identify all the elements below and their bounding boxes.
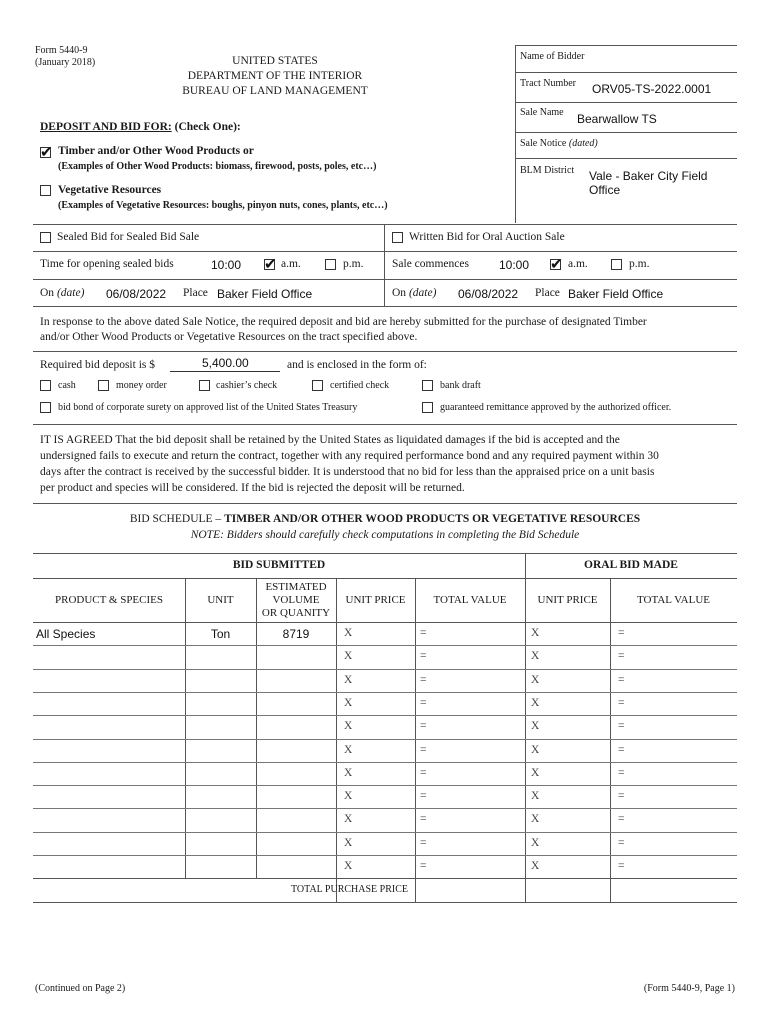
timber-label: Timber and/or Other Wood Products or bbox=[58, 145, 254, 157]
written-bid-label: Written Bid for Oral Auction Sale bbox=[409, 231, 565, 243]
timber-checkbox[interactable] bbox=[40, 147, 51, 158]
right-date-value[interactable]: 06/08/2022 bbox=[458, 287, 519, 301]
cell-volume[interactable]: 8719 bbox=[282, 627, 310, 641]
cell-total-eq: = bbox=[420, 790, 427, 803]
statement-line-1: In response to the above dated Sale Notice, the required deposit and bid are hereby submitted for the purchase of designated Timber bbox=[40, 316, 647, 328]
required-deposit-value[interactable]: 5,400.00 bbox=[202, 356, 249, 370]
cell-total-eq: = bbox=[420, 696, 427, 709]
col-unit: UNIT bbox=[207, 594, 234, 606]
footer-page: (Form 5440-9, Page 1) bbox=[643, 983, 735, 994]
cell-unit-price-x: X bbox=[344, 743, 353, 756]
cell-unit-price-x: X bbox=[344, 696, 353, 709]
left-pm-checkbox[interactable] bbox=[325, 259, 336, 270]
cell-unit-price-x: X bbox=[344, 766, 353, 779]
cell-total-eq: = bbox=[420, 813, 427, 826]
cash-checkbox[interactable] bbox=[40, 380, 51, 391]
left-am-label: a.m. bbox=[281, 258, 301, 270]
cashiers-check-label: cashier’s check bbox=[216, 380, 278, 391]
cell-total-eq: = bbox=[420, 673, 427, 686]
cell-oral-total-eq: = bbox=[618, 627, 625, 639]
cell-oral-unit-price-x: X bbox=[531, 673, 540, 686]
bid-submitted-header: BID SUBMITTED bbox=[232, 559, 326, 571]
sale-commences-value[interactable]: 10:00 bbox=[499, 258, 530, 272]
cell-oral-total-eq: = bbox=[618, 790, 625, 803]
cell-oral-unit-price-x: X bbox=[531, 860, 540, 872]
col-oral-unit-price: UNIT PRICE bbox=[537, 594, 598, 606]
cell-product[interactable]: All Species bbox=[36, 627, 96, 641]
right-am-label: a.m. bbox=[568, 258, 588, 270]
cell-oral-total-eq: = bbox=[618, 813, 625, 826]
required-deposit-label: Required bid deposit is $ bbox=[40, 359, 155, 371]
money-order-label: money order bbox=[116, 380, 167, 391]
guaranteed-remittance-label: guaranteed remittance approved by the authorized officer. bbox=[440, 402, 672, 413]
right-pm-checkbox[interactable] bbox=[611, 259, 622, 270]
left-place-label: Place bbox=[183, 287, 208, 299]
cashiers-check-checkbox[interactable] bbox=[199, 380, 210, 391]
bank-draft-checkbox[interactable] bbox=[422, 380, 433, 391]
col-product-species: PRODUCT & SPECIES bbox=[55, 594, 163, 606]
cell-oral-total-eq: = bbox=[618, 650, 625, 663]
cell-oral-total-eq: = bbox=[618, 696, 625, 709]
cell-unit-price-x: X bbox=[344, 650, 353, 663]
timber-examples: (Examples of Other Wood Products: biomass, firewood, posts, poles, etc…) bbox=[58, 161, 377, 172]
left-place-value[interactable]: Baker Field Office bbox=[217, 287, 313, 301]
cell-total-eq: = bbox=[420, 743, 427, 756]
agency-line-3: BUREAU OF LAND MANAGEMENT bbox=[182, 85, 368, 97]
agency-line-1: UNITED STATES bbox=[232, 55, 318, 67]
cell-total-eq: = bbox=[420, 860, 427, 872]
left-on-date-label: On (date) bbox=[40, 287, 85, 299]
schedule-title: BID SCHEDULE – TIMBER AND/OR OTHER WOOD PRODUCTS OR VEGETATIVE RESOURCES bbox=[129, 513, 641, 525]
enclosed-label: and is enclosed in the form of: bbox=[287, 359, 427, 371]
cell-unit-price-x: X bbox=[344, 860, 353, 872]
agreement-line-2: undersigned fails to execute and return the contract, together with any required performance bond and any required payment within 30 bbox=[40, 450, 659, 462]
cell-total-eq: = bbox=[420, 650, 427, 663]
sealed-bid-label: Sealed Bid for Sealed Bid Sale bbox=[57, 231, 200, 243]
agreement-line-1: IT IS AGREED That the bid deposit shall be retained by the United States as liquidated damages if the bid is accepted and the bbox=[40, 434, 620, 446]
cell-unit-price-x: X bbox=[344, 813, 353, 826]
right-am-checkbox[interactable] bbox=[550, 259, 561, 270]
vegetative-examples: (Examples of Vegetative Resources: boughs, pinyon nuts, cones, plants, etc…) bbox=[58, 200, 388, 211]
guaranteed-remittance-checkbox[interactable] bbox=[422, 402, 433, 413]
written-bid-checkbox[interactable] bbox=[392, 232, 403, 243]
cell-unit-price-x: X bbox=[344, 627, 353, 639]
sale-name-value[interactable]: Bearwallow TS bbox=[577, 112, 657, 126]
time-opening-label: Time for opening sealed bids bbox=[40, 258, 174, 270]
col-estimated-volume: ESTIMATED VOLUME OR QUANITY bbox=[261, 581, 331, 619]
cell-unit-price-x: X bbox=[344, 720, 353, 733]
name-of-bidder-label: Name of Bidder bbox=[520, 51, 585, 62]
agency-line-2: DEPARTMENT OF THE INTERIOR bbox=[187, 70, 363, 82]
cell-oral-unit-price-x: X bbox=[531, 627, 540, 639]
form-number: Form 5440-9 bbox=[35, 45, 88, 56]
tract-number-label: Tract Number bbox=[520, 78, 577, 89]
statement-line-2: and/or Other Wood Products or Vegetative Resources on the tract specified above. bbox=[40, 331, 418, 343]
sealed-bid-checkbox[interactable] bbox=[40, 232, 51, 243]
right-on-date-label: On (date) bbox=[392, 287, 437, 299]
cell-oral-total-eq: = bbox=[618, 673, 625, 686]
right-place-label: Place bbox=[535, 287, 560, 299]
cell-oral-unit-price-x: X bbox=[531, 813, 540, 826]
time-opening-value[interactable]: 10:00 bbox=[211, 258, 242, 272]
cell-total-eq: = bbox=[420, 766, 427, 779]
cell-oral-total-eq: = bbox=[618, 720, 625, 733]
oral-bid-made-header: ORAL BID MADE bbox=[584, 559, 678, 571]
cell-oral-unit-price-x: X bbox=[531, 696, 540, 709]
cell-oral-unit-price-x: X bbox=[531, 766, 540, 779]
cell-oral-unit-price-x: X bbox=[531, 743, 540, 756]
col-unit-price: UNIT PRICE bbox=[345, 594, 406, 606]
cell-oral-total-eq: = bbox=[618, 766, 625, 779]
certified-check-checkbox[interactable] bbox=[312, 380, 323, 391]
cell-total-eq: = bbox=[420, 627, 427, 639]
right-pm-label: p.m. bbox=[629, 258, 650, 270]
agreement-line-4: per product and species will be considered. If the bid is rejected the deposit will be returned. bbox=[40, 482, 465, 494]
agreement-line-3: days after the contract is received by the successful bidder. It is understood that no bid for less than the appraised price on a unit basis bbox=[40, 466, 655, 478]
sale-commences-label: Sale commences bbox=[392, 258, 469, 270]
cell-oral-total-eq: = bbox=[618, 836, 625, 849]
cell-oral-unit-price-x: X bbox=[531, 720, 540, 733]
footer-continued: (Continued on Page 2) bbox=[35, 983, 126, 994]
bid-bond-checkbox[interactable] bbox=[40, 402, 51, 413]
cell-unit-price-x: X bbox=[344, 836, 353, 849]
money-order-checkbox[interactable] bbox=[98, 380, 109, 391]
cell-oral-total-eq: = bbox=[618, 860, 625, 872]
col-total-value: TOTAL VALUE bbox=[433, 594, 507, 606]
blm-district-label: BLM District bbox=[520, 165, 575, 176]
cash-label: cash bbox=[58, 380, 76, 391]
cell-oral-unit-price-x: X bbox=[531, 790, 540, 803]
cell-unit-price-x: X bbox=[344, 790, 353, 803]
left-am-checkbox[interactable] bbox=[264, 259, 275, 270]
sale-notice-label: Sale Notice (dated) bbox=[520, 138, 598, 149]
certified-check-label: certified check bbox=[330, 380, 390, 391]
cell-total-eq: = bbox=[420, 836, 427, 849]
sale-name-label: Sale Name bbox=[520, 107, 564, 118]
blm-district-value-2[interactable]: Office bbox=[589, 183, 621, 197]
right-place-value[interactable]: Baker Field Office bbox=[568, 287, 664, 301]
bid-bond-label: bid bond of corporate surety on approved list of the United States Treasury bbox=[58, 402, 358, 413]
cell-oral-unit-price-x: X bbox=[531, 836, 540, 849]
deposit-heading: DEPOSIT AND BID FOR: (Check One): bbox=[40, 121, 241, 133]
blm-district-value-1[interactable]: Vale - Baker City Field bbox=[589, 169, 708, 183]
cell-oral-total-eq: = bbox=[618, 743, 625, 756]
cell-oral-unit-price-x: X bbox=[531, 650, 540, 663]
left-pm-label: p.m. bbox=[343, 258, 364, 270]
tract-number-value[interactable]: ORV05-TS-2022.0001 bbox=[592, 82, 712, 96]
col-oral-total-value: TOTAL VALUE bbox=[637, 594, 710, 606]
cell-unit-price-x: X bbox=[344, 673, 353, 686]
cell-unit[interactable]: Ton bbox=[210, 627, 231, 641]
bank-draft-label: bank draft bbox=[440, 380, 481, 391]
left-date-value[interactable]: 06/08/2022 bbox=[106, 287, 167, 301]
vegetative-checkbox[interactable] bbox=[40, 185, 51, 196]
form-date: (January 2018) bbox=[35, 57, 96, 68]
cell-total-eq: = bbox=[420, 720, 427, 733]
total-purchase-price-label: TOTAL PURCHASE PRICE bbox=[291, 884, 408, 895]
vegetative-label: Vegetative Resources bbox=[58, 184, 162, 196]
schedule-note: NOTE: Bidders should carefully check computations in completing the Bid Schedule bbox=[190, 529, 580, 541]
